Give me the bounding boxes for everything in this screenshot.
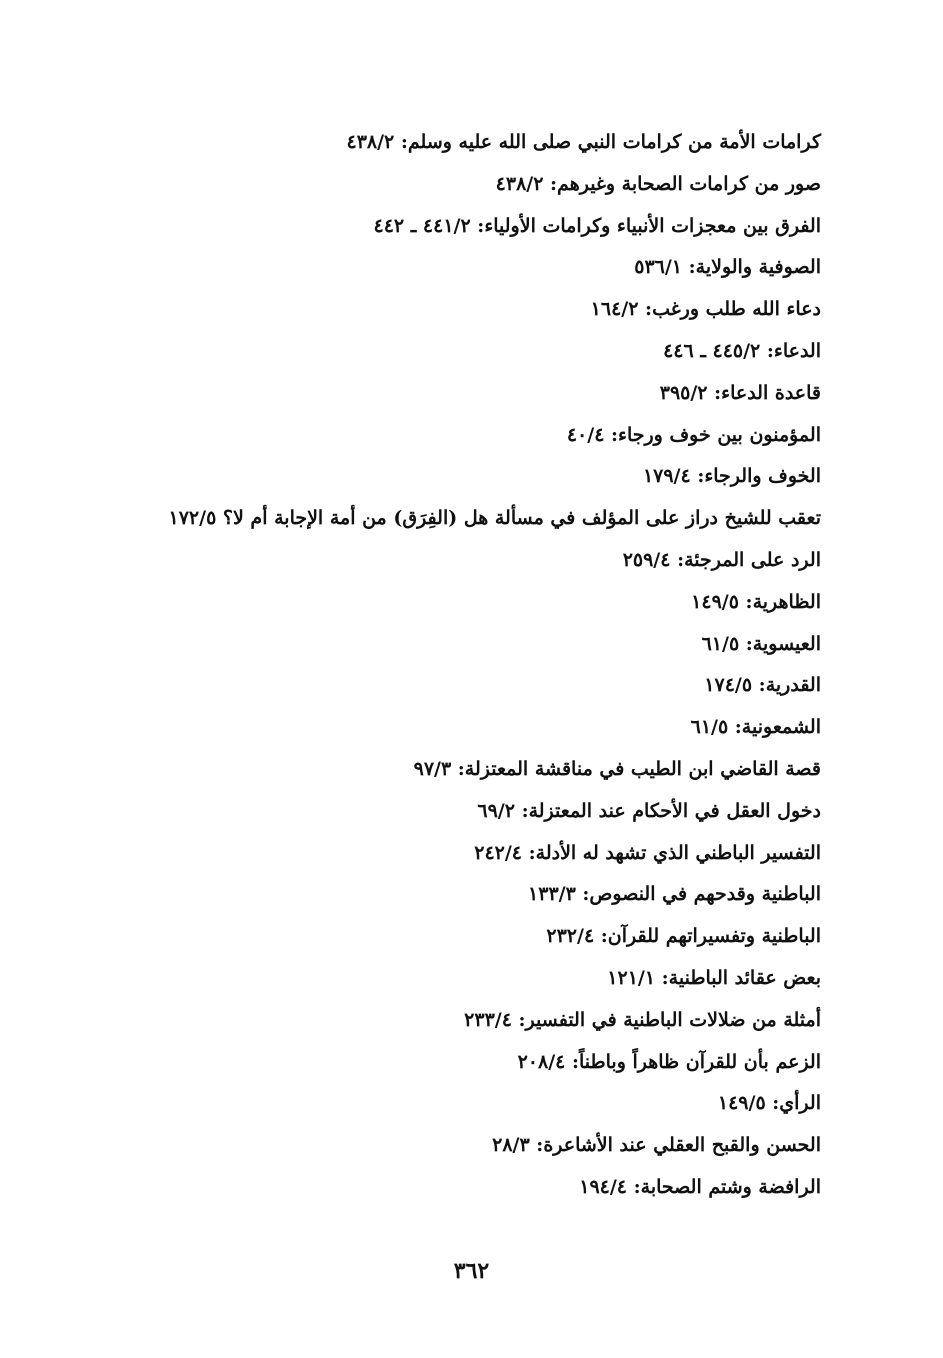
index-entry: قصة القاضي ابن الطيب في مناقشة المعتزلة: ٩٧/٣ [413,757,821,780]
index-entry: الشمعونية: ٦١/٥ [690,716,821,739]
index-entry: الرأي: ١٤٩/٥ [717,1092,821,1115]
index-entry: المؤمنون بين خوف ورجاء: ٤٠/٤ [566,423,821,446]
index-entry: بعض عقائد الباطنية: ١٢١/١ [607,966,821,989]
index-entry: القدرية: ١٧٤/٥ [704,674,821,697]
index-entries [101,122,821,1209]
index-entry: الفرق بين معجزات الأنبياء وكرامات الأولياء: ٤٤١/٢ ـ ٤٤٢ [373,214,821,237]
index-entry: الظاهرية: ١٤٩/٥ [691,590,821,613]
index-entry: الباطنية وقدحهم في النصوص: ١٣٣/٣ [528,883,821,906]
index-entry: صور من كرامات الصحابة وغيرهم: ٤٣٨/٢ [495,172,821,195]
index-entry: الدعاء: ٤٤٥/٢ ـ ٤٤٦ [663,339,821,362]
index-entry: الرافضة وشتم الصحابة: ١٩٤/٤ [579,1175,821,1198]
index-entry: قاعدة الدعاء: ٣٩٥/٢ [659,381,821,404]
page-number: ٣٦٢ [453,1258,490,1284]
index-entry: أمثلة من ضلالات الباطنية في التفسير: ٢٣٣/٤ [464,1008,821,1031]
index-entry: الباطنية وتفسيراتهم للقرآن: ٢٣٢/٤ [546,925,821,948]
index-entry: التفسير الباطني الذي تشهد له الأدلة: ٢٤٢/٤ [474,841,821,864]
index-entry: دعاء الله طلب ورغب: ١٦٤/٢ [590,298,821,321]
index-entry: دخول العقل في الأحكام عند المعتزلة: ٦٩/٢ [477,799,821,822]
index-entry: الخوف والرجاء: ١٧٩/٤ [642,465,821,488]
index-entry: الزعم بأن للقرآن ظاهراً وباطناً: ٢٠٨/٤ [517,1050,821,1073]
index-entry: كرامات الأمة من كرامات النبي صلى الله عليه وسلم: ٤٣٨/٢ [346,131,821,153]
index-entry: تعقب للشيخ دراز على المؤلف في مسألة هل (الفِرَق) من أمة الإجابة أم لا؟ ١٧٢/٥ [168,507,821,530]
index-entry: الرد على المرجئة: ٢٥٩/٤ [622,548,821,571]
index-entry: الصوفية والولاية: ٥٣٦/١ [634,256,821,279]
index-entry: العيسوية: ٦١/٥ [701,632,821,655]
index-entry: الحسن والقبح العقلي عند الأشاعرة: ٢٨/٣ [492,1134,821,1157]
